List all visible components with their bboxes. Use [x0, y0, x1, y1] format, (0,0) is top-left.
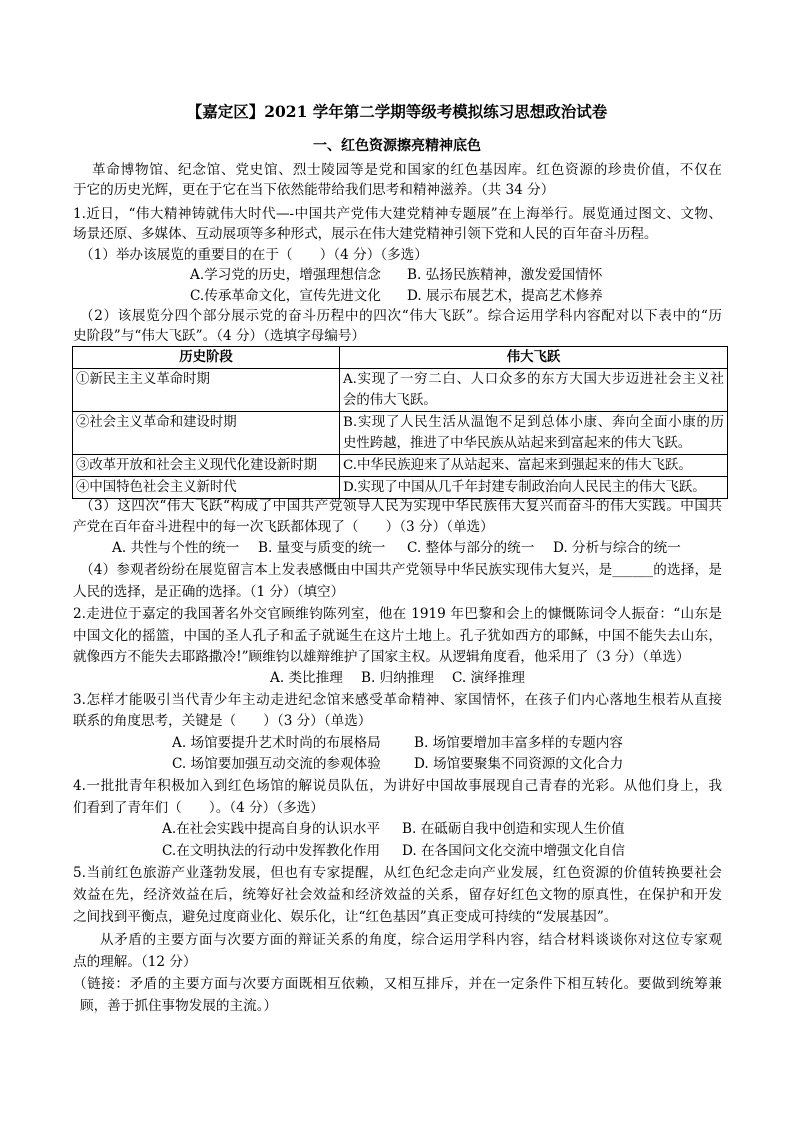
q1-part1-option-d: D. 展示布展艺术，提高艺术修养	[407, 288, 603, 304]
q1-part1-option-b: B. 弘扬民族精神，激发爱国情怀	[407, 267, 603, 283]
leap-text-line: 史性跨越，推进了中华民族从站起来到富起来的伟大飞跃。	[343, 436, 692, 451]
q1-part2-stem-line: （2）该展览分四个部分展示党的奋斗历程中的四次“伟大飞跃”。综合运用学科内容配对以下表中的“历	[80, 308, 722, 324]
q1-part1-option-c: C.传承革命文化，宣传先进文化	[190, 288, 381, 304]
q1-stem-line: 场景还原、多媒体、互动展项等多种形式，展示在伟大建党精神引领下党和人民的百年奋斗历程。	[73, 226, 658, 242]
section-heading: 一、红色资源擦亮精神底色	[313, 138, 481, 154]
table-cell-stage	[73, 369, 340, 412]
history-leap-table	[72, 346, 728, 499]
q2-stem-line: 就像西方不能失去耶路撒冷!”顾维钧以雄辩维护了国家主权。从逻辑角度看，他采用了（3 分）（单选）	[73, 649, 690, 665]
q1-part3-stem-line: （3）这四次“伟大飞跃“构成了中国共产党领导人民为实现中华民族伟大复兴而奋斗的伟大实践。中国共	[80, 498, 722, 514]
q1-part3-option-d: D. 分析与综合的统一	[553, 540, 681, 556]
q4-option-a: A.在社会实践中提高自身的认识水平	[162, 821, 381, 837]
q1-part2-stem-line: 史阶段”与“伟大飞跃”。（4 分）（选填字母编号）	[73, 328, 366, 344]
q1-part3-option-a: A. 共性与个性的统一	[112, 540, 240, 556]
q3-option-b: B. 场馆要增加丰富多样的专题内容	[414, 735, 623, 751]
leap-text-line: B.实现了人民生活从温饱不足到总体小康、奔向全面小康的历	[343, 415, 724, 430]
intro-line: 于它的历史光辉，更在于它在当下依然能带给我们思考和精神滋养。（共 34 分）	[73, 182, 555, 198]
q3-stem-line: 联系的角度思考，关键是（ ）（3 分）（单选）	[73, 713, 372, 729]
table-cell-leap	[340, 455, 728, 477]
q5-stem-line: 效益在先，经济效益在后，统筹好社会效益和经济效益的关系，留存好红色文物的原真性，在保护和开发	[73, 887, 722, 903]
q4-option-b: B. 在砥砺自我中创造和实现人生价值	[402, 821, 625, 837]
table-header-row	[73, 347, 728, 369]
q5-link-line: 顾，善于抓住事物发展的主流。）	[80, 998, 278, 1014]
q2-option-b: B. 归纳推理	[361, 670, 435, 686]
q3-option-d: D. 场馆要聚集不同资源的文化合力	[414, 756, 624, 772]
q5-link-line: （链接：矛盾的主要方面与次要方面既相互依赖，又相互排斥，并在一定条件下相互转化。要做到统筹兼	[73, 976, 722, 992]
q5-task-line: 点的理解。（12 分）	[73, 954, 197, 970]
q2-stem-line: 中国文化的摇篮，中国的圣人孔子和孟子就诞生在这片土地上。孔子犹如西方的耶稣，中国不能失去山东，	[73, 628, 722, 644]
table-row	[73, 369, 728, 412]
q5-stem-line: 5.当前红色旅游产业蓬勃发展，但也有专家提醒，从红色纪念走向产业发展，红色资源的价值转换要社会	[73, 865, 722, 881]
table-cell-stage	[73, 412, 340, 455]
q3-stem-line: 3.怎样才能吸引当代青少年主动走进纪念馆来感受革命精神、家国情怀，在孩子们内心落地生根若从直接	[73, 692, 722, 708]
intro-line: 革命博物馆、纪念馆、党史馆、烈士陵园等是党和国家的红色基因库。红色资源的珍贵价值，不仅在	[92, 162, 722, 178]
table-cell-stage	[73, 455, 340, 477]
table-header-stage: 历史阶段	[73, 347, 340, 369]
q2-stem-line: 2.走进位于嘉定的我国著名外交官顾维钧陈列室，他在 1919 年巴黎和会上的慷慨陈词令人振奋：“山东是	[73, 606, 722, 622]
exam-title: 【嘉定区】2021 学年第二学期等级考模拟练习思想政治试卷	[186, 102, 608, 121]
table-row	[73, 412, 728, 455]
q2-option-a: A. 类比推理	[270, 670, 343, 686]
q2-option-c: C. 演绎推理	[452, 670, 525, 686]
q1-stem-line: 1.近日，“伟大精神铸就伟大时代—-中国共产党伟大建党精神专题展”在上海举行。展览通过图文、文物、	[73, 206, 722, 222]
q1-part4-stem-line: 人民的选择，是正确的选择。（1 分）（填空）	[73, 584, 345, 600]
q1-part3-stem-line: 产党在百年奋斗进程中的每一次飞跃都体现了（ ）（3 分）（单选）	[73, 519, 494, 535]
q3-option-c: C. 场馆要加强互动交流的参观体验	[172, 756, 381, 772]
q5-task-line: 从矛盾的主要方面与次要方面的辩证关系的角度，综合运用学科内容，结合材料谈谈你对这位专家观	[100, 932, 722, 948]
q4-stem-line: 们看到了青年们（ ）。（4 分）（多选）	[73, 800, 324, 816]
table-row	[73, 455, 728, 477]
q1-part3-option-c: C. 整体与部分的统一	[407, 540, 535, 556]
q1-part3-option-b: B. 量变与质变的统一	[258, 540, 386, 556]
table-cell-leap	[340, 412, 728, 455]
q5-stem-line: 之间找到平衡点，避免过度商业化、娱乐化，让“红色基因”真正变成可持续的“发展基因”。	[73, 909, 618, 925]
q1-part1-option-a: A.学习党的历史，增强理想信念	[190, 267, 381, 283]
q4-option-c: C.在文明执法的行动中发挥教化作用	[162, 843, 381, 859]
q1-part1-stem: （1）举办该展览的重要目的在于（ ）（4 分）（多选）	[80, 247, 428, 263]
stage-text: ③改革开放和社会主义现代化建设新时期	[76, 458, 318, 473]
stage-text: ①新民主主义革命时期	[76, 372, 210, 387]
leap-text-line: D.实现了中国从几千年封建专制政治向人民民主的伟大飞跃。	[343, 480, 706, 495]
stage-text: ④中国特色社会主义新时代	[76, 480, 237, 495]
leap-text-line: 会的伟大飞跃。	[343, 393, 437, 408]
leap-text-line: A.实现了一穷二白、人口众多的东方大国大步迈进社会主义社	[343, 372, 724, 387]
q3-option-a: A. 场馆要提升艺术时尚的布展格局	[172, 735, 381, 751]
stage-text: ②社会主义革命和建设时期	[76, 415, 237, 430]
table-cell-leap	[340, 369, 728, 412]
table-header-leap: 伟大飞跃	[340, 347, 728, 369]
q1-part4-stem-line: （4）参观者纷纷在展览留言本上发表感慨由中国共产党领导中华民族实现伟大复兴，是______的选择，是	[80, 562, 722, 578]
q4-stem-line: 4.一批批青年积极加入到红色场馆的解说员队伍，为讲好中国故事展现自己青春的光彩。从他们身上，我	[73, 778, 722, 794]
leap-text-line: C.中华民族迎来了从站起来、富起来到强起来的伟大飞跃。	[343, 458, 692, 473]
q4-option-d: D. 在各国问文化交流中增强文化自信	[402, 843, 625, 859]
